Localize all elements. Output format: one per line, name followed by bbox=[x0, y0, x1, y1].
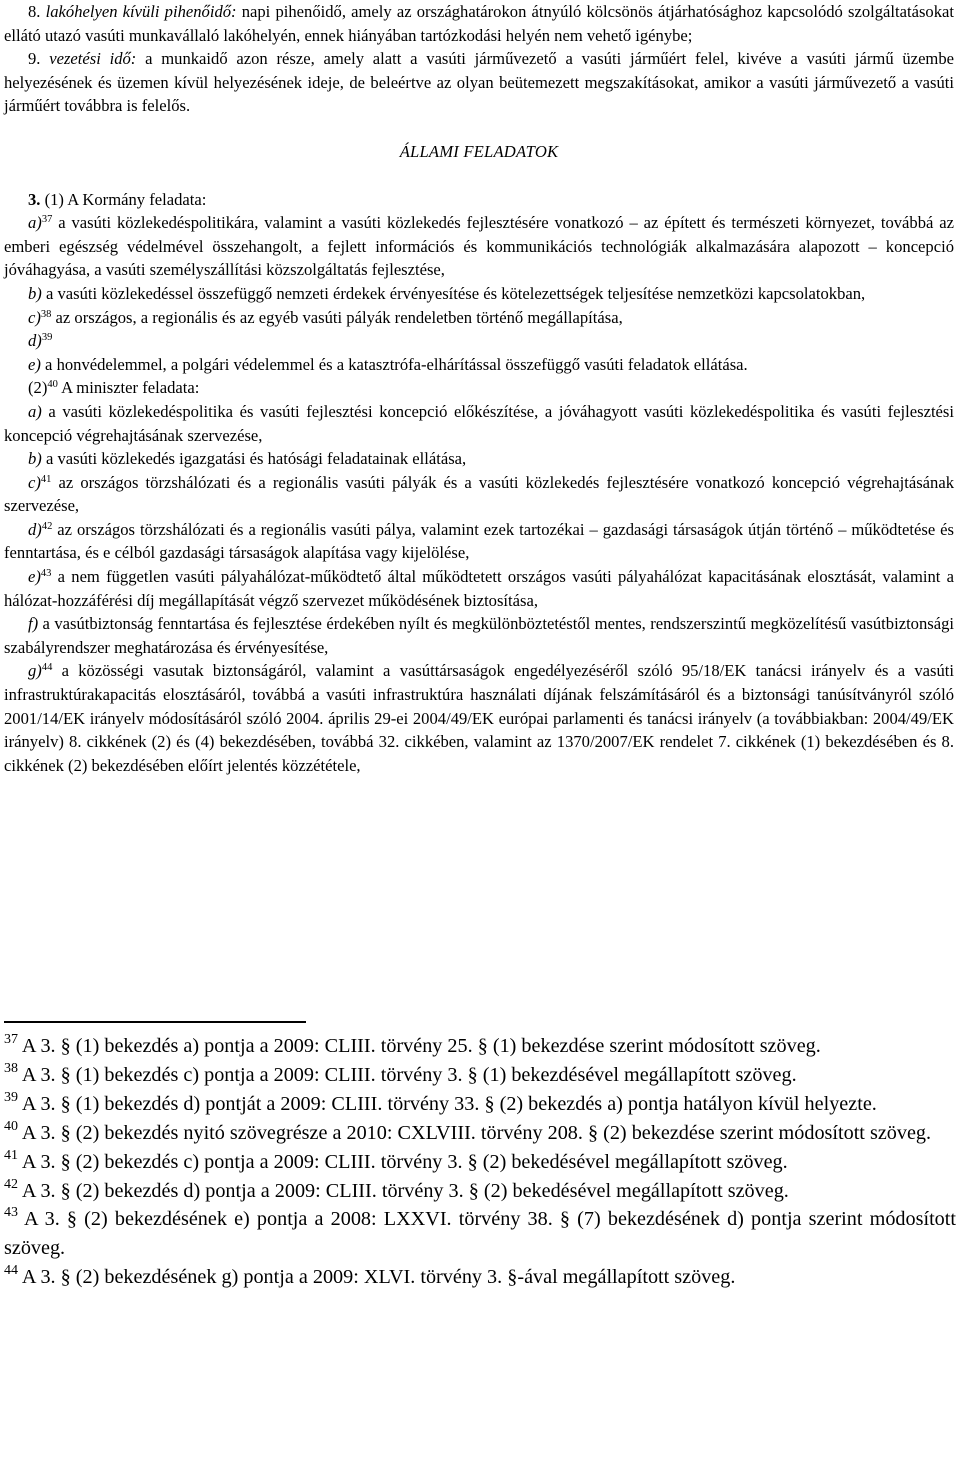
item-letter: c) bbox=[28, 472, 41, 492]
footnote-text: A 3. § (1) bekezdés d) pontját a 2009: CLIII. törvény 33. § (2) bekezdés a) pontja hatályon kívül helyezte. bbox=[18, 1092, 877, 1115]
item-letter: d) bbox=[28, 519, 42, 539]
list-item bbox=[4, 518, 954, 565]
footnote-number: 42 bbox=[4, 1176, 18, 1192]
definition-text: a munkaidő azon része, amely alatt a vasúti járművezető a vasúti járműért felel, kivéve a vasúti jármű üzembe helyezésének és üzemen kívül helyezésének ideje, de beleértve az olyan beütemezett megszakításokat, amikor a vasúti járművezető a vasúti járműért továbbra is felelős. bbox=[4, 49, 955, 116]
definition-8 bbox=[4, 0, 954, 47]
item-text: a vasúti közlekedéspolitika és vasúti fejlesztési koncepció előkészítése, a jóváhagyott vasúti közlekedéspolitika és vasúti fejlesztési koncepció végrehajtásának szervezése, bbox=[4, 401, 954, 445]
item-letter: a) bbox=[28, 401, 42, 421]
definition-number: 8. bbox=[28, 2, 41, 21]
miniszter-feladatai-list bbox=[4, 400, 954, 778]
item-letter: a) bbox=[28, 213, 42, 233]
item-text: az országos törzshálózati és a regionális vasúti pályák és a vasúti közlekedés fejlesztésére vonatkozó koncepció végrehajtásának szervezése, bbox=[4, 472, 954, 516]
footnote bbox=[4, 1177, 956, 1206]
definition-term: vezetési idő: bbox=[49, 49, 137, 69]
list-item bbox=[4, 612, 954, 659]
footnotes bbox=[4, 1032, 956, 1292]
item-letter: e) bbox=[28, 354, 41, 374]
list-item bbox=[4, 471, 954, 518]
footnote-text: A 3. § (1) bekezdés a) pontja a 2009: CLIII. törvény 25. § (1) bekezdése szerint módosított szöveg. bbox=[18, 1035, 821, 1057]
footnote-ref[interactable]: 43 bbox=[40, 568, 52, 580]
footnote bbox=[4, 1032, 956, 1061]
footnote-text: A 3. § (2) bekezdés c) pontja a 2009: CLIII. törvény 3. § (2) bekedésével megállapított szöveg. bbox=[18, 1150, 788, 1173]
list-item bbox=[4, 306, 954, 330]
item-letter: f) bbox=[28, 614, 39, 634]
item-letter: g) bbox=[28, 661, 42, 681]
footnote-text: A 3. § (1) bekezdés c) pontja a 2009: CLIII. törvény 3. § (1) bekezdésével megállapított szöveg. bbox=[18, 1063, 797, 1086]
definition-number: 9. bbox=[28, 49, 41, 69]
footnote-number: 44 bbox=[4, 1263, 18, 1279]
item-text: a vasúti közlekedéspolitikára, valamint a vasúti közlekedés fejlesztésére vonatkozó – az épített és természeti környezet, továbbá az emberi egészség védelmével összehangolt, a fejlett információs és kommunikációs technológiák alkalmazására alapozott – koncepció jóváhagyása, a vasúti személyszállítási közszolgáltatás fejlesztése, bbox=[4, 213, 954, 280]
section-3-intro bbox=[4, 188, 954, 212]
item-text: a közösségi vasutak biztonságáról, valamint a vasúttársaságok engedélyezéséről szóló 95/18/EK tanácsi irányelv és a vasúti infrastruktúrakapacitás elosztásáról, továbbá a vasúti infrastruktúra használati díjának felszámításáról és a biztonsági tanúsítványról szóló 2001/14/EK irányelv módosításáról szóló 2004. április 29-ei 2004/49/EK európai parlamenti és tanácsi irányelv (a továbbiakban: 2004/49/EK irányelv) 8. cikkének (2) és (4) bekezdésében, továbbá 32. cikkében, valamint az 1370/2007/EK rendelet 7. cikkének (1) bekezdésében és 8. cikkének (2) bekezdésében előírt jelentés közzététele, bbox=[4, 661, 954, 775]
footnote-ref[interactable]: 44 bbox=[41, 662, 53, 674]
item-text: a vasúti közlekedés igazgatási és hatósági feladatainak ellátása, bbox=[41, 449, 467, 469]
definition-9 bbox=[4, 47, 954, 118]
footnote-ref[interactable]: 42 bbox=[41, 520, 53, 532]
item-text: a vasúti közlekedéssel összefüggő nemzeti érdekek érvényesítése és kötelezettségek teljesítése nemzetközi kapcsolatokban, bbox=[41, 283, 866, 303]
footnote-separator bbox=[4, 1021, 306, 1023]
footnote-ref[interactable]: 39 bbox=[41, 332, 53, 344]
paragraph-2-intro bbox=[4, 376, 954, 400]
item-letter: b) bbox=[28, 283, 42, 303]
footnote-text: A 3. § (2) bekezdésének e) pontja a 2008: LXXVI. törvény 38. § (7) bekezdésének d) pontja szerint módosított szöveg. bbox=[4, 1208, 956, 1260]
list-item bbox=[4, 400, 954, 447]
footnote bbox=[4, 1205, 956, 1263]
footnote bbox=[4, 1119, 956, 1148]
list-item bbox=[4, 447, 954, 471]
footnote-ref[interactable]: 38 bbox=[40, 308, 52, 320]
list-item bbox=[4, 211, 954, 282]
footnote-number: 43 bbox=[4, 1205, 18, 1221]
item-letter: e) bbox=[28, 567, 41, 587]
footnote bbox=[4, 1090, 956, 1119]
list-item bbox=[4, 282, 954, 306]
footnote-ref[interactable]: 37 bbox=[41, 214, 53, 226]
item-text: az országos törzshálózati és a regionális vasúti pálya, valamint ezek tartozékai – gazdasági társaságok útján történő – működtetése és fenntartása, és e célból gazdasági társaságok alapítása vagy kijelölése, bbox=[4, 519, 954, 563]
item-text: a honvédelemmel, a polgári védelemmel és a katasztrófa-elhárítással összefüggő vasúti feladatok ellátása. bbox=[40, 354, 748, 374]
footnote-ref[interactable]: 41 bbox=[40, 473, 52, 485]
paragraph-label: (2) bbox=[28, 378, 48, 398]
footnote-text: A 3. § (2) bekezdés d) pontja a 2009: CLIII. törvény 3. § (2) bekedésével megállapított szöveg. bbox=[18, 1179, 789, 1202]
list-item bbox=[4, 353, 954, 377]
list-item bbox=[4, 565, 954, 612]
definition-term: lakóhelyen kívüli pihenőidő: bbox=[45, 2, 237, 21]
item-text: a nem független vasúti pályahálózat-működtető által működtetett országos vasúti pályahálózat kapacitásának elosztását, valamint a hálózat-hozzáférési díj megállapítását végző szervezet működésének biztosítása, bbox=[4, 567, 954, 610]
footnote-text: A 3. § (2) bekezdés nyitó szövegrésze a 2010: CXLVIII. törvény 208. § (2) bekezdése szerint módosított szöveg. bbox=[18, 1121, 932, 1144]
kormany-feladatai-list bbox=[4, 211, 954, 376]
footnote-ref[interactable]: 40 bbox=[47, 379, 58, 391]
section-number: 3. bbox=[28, 189, 41, 209]
footnote-number: 39 bbox=[4, 1089, 18, 1105]
main-text bbox=[4, 0, 954, 777]
footnote-text: A 3. § (2) bekezdésének g) pontja a 2009: XLVI. törvény 3. §-ával megállapított szöveg. bbox=[18, 1266, 736, 1289]
footnote-number: 38 bbox=[4, 1060, 18, 1076]
footnote-number: 37 bbox=[4, 1032, 18, 1047]
section-intro-text: (1) A Kormány feladata: bbox=[44, 189, 207, 209]
footnote bbox=[4, 1061, 956, 1090]
item-letter: b) bbox=[28, 449, 42, 469]
footnote-number: 41 bbox=[4, 1147, 18, 1163]
list-item bbox=[4, 329, 954, 353]
item-text: a vasútbiztonság fenntartása és fejlesztése érdekében nyílt és megkülönböztetéstől mentes, rendszerszintű megközelítésű vasútbiztonsági szabályrendszer meghatározása és érvényesítése, bbox=[4, 614, 954, 657]
paragraph-intro-text: A miniszter feladata: bbox=[57, 378, 200, 398]
item-letter: c) bbox=[28, 307, 41, 327]
footnote bbox=[4, 1263, 956, 1292]
list-item bbox=[4, 659, 954, 777]
definition-text: napi pihenőidő, amely az országhatárokon átnyúló kölcsönös átjárhatósághoz kapcsolódó szolgáltatásokat ellátó utazó vasúti munkavállaló lakóhelyén, ennek hiányában tartózkodási helyén nem vehető igénybe; bbox=[4, 2, 954, 45]
item-text: az országos, a regionális és az egyéb vasúti pályák rendeletben történő megállapítása, bbox=[51, 307, 623, 327]
footnote-number: 40 bbox=[4, 1118, 18, 1134]
item-letter: d) bbox=[28, 331, 42, 351]
section-heading: ÁLLAMI FELADATOK bbox=[399, 141, 559, 161]
footnote bbox=[4, 1148, 956, 1177]
